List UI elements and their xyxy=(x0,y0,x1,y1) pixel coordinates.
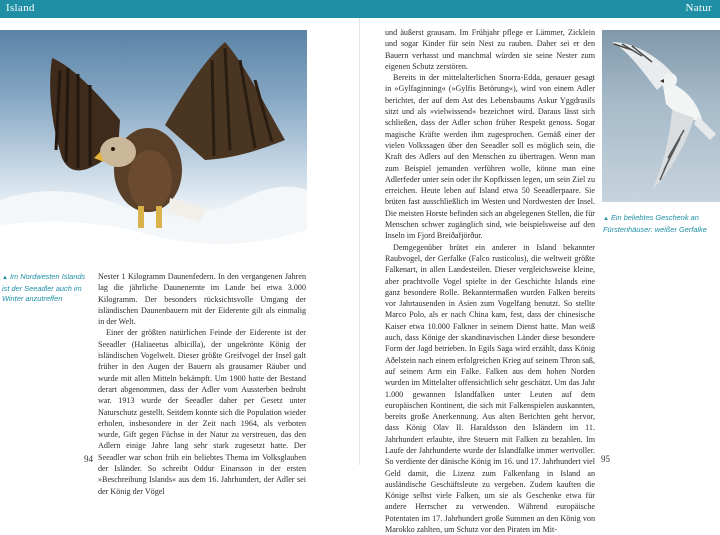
caption-pointer-icon: ▲ xyxy=(603,216,609,222)
page-number-left: 94 xyxy=(84,454,93,464)
paragraph: Einer der größten natürlichen Feinde der Eiderente ist der Seeadler (Haliaeetus albicilla), der ungekrönte König der isländischen Vogelwelt. Dieser größte Greifvogel der Insel galt früher in den Augen der Bauern als grausamer Räuber und wurde mit allen Mitteln bekämpft. Um 1900 hatte der Bestand derart abgenommen, dass der Adler vom Aussterben bedroht war. 1913 wurde der Seeadler daher per Gesetz unter Naturschutz gestellt. Seitdem konnte sich die Population wieder erholen, insbesondere in der Zeit nach 1964, als verboten wurde, Gift gegen Füchse in der Natur zu verstreuen, das den Adlern einige Jahre lang sehr stark zugesetzt hatte. Der Seeadler war schon früh ein beliebtes Thema im Volksglauben der Isländer. So schreibt Oddur Einarsson in der ersten »Beschreibung Islands« aus dem 16. Jahrhundert, der Adler sei der König der Vögel xyxy=(98,328,306,496)
paragraph: Nester 1 Kilogramm Daunenfedern. In den vergangenen Jahren lag die jährliche Daunenernte im Lande bei etwa 3.000 Kilogramm. Der besonders rücksichtsvolle Umgang der isländischen Daunenbauern mit der Eiderente gilt als einmalig in der Welt. xyxy=(98,272,306,327)
page-gutter xyxy=(359,18,360,465)
page-number-right: 95 xyxy=(601,454,610,464)
left-running-head: Island xyxy=(6,2,35,14)
paragraph: und äußerst grausam. Im Frühjahr pflege er Lämmer, Zicklein und sogar Kinder für sein Nest zu rauben. Daher sei er den Bauern verhasst und manchmal würden sie seine Nester zum eigenen Schutz zerstören. xyxy=(385,28,595,71)
caption-text: Im Nordwesten Islands ist der Seeadler auch im Winter anzutreffen xyxy=(2,272,86,303)
right-running-head: Natur xyxy=(685,2,712,14)
gyrfalcon-photo xyxy=(602,30,720,202)
paragraph: Bereits in der mittelalterlichen Snorra-Edda, genauer gesagt in »Gylfaginning« (»Gylfis Betörung«), wird von einem Adler berichtet, der auf dem Ast des Lebensbaums Askur Yggdrasils sitzt und als »vielwissend« bezeichnet wird. Daraus lässt sich schließen, dass der Adler schon früher Respekt genoss. Sogar magische Kräfte werden ihm zugesprochen. Gemäß einer der vielen Volkssagen über den Seeadler soll es möglich sein, die Kraft des Adlers auf den Menschen zu übertragen. Wenn man zum Beispiel jemanden verführen wolle, könne man eine Adlerfeder unter sein oder ihr Kopfkissen legen, um sein Ziel zu erreichen. Heute leben auf Island etwa 50 Seeadlerpaare. Sie brüten fast ausschließlich im Westen und Nordwesten der Insel. Die meisten Horste befinden sich an abgelegenen Stellen, die für Menschen schwer zugänglich sind, wie beispielsweise auf den Inseln im Fjord Breiðafjörður. xyxy=(385,73,595,241)
gyrfalcon-photo-caption xyxy=(603,213,715,235)
caption-text: Ein beliebtes Geschenk an Fürstenhäuser: weißer Gerfalke xyxy=(603,213,707,234)
paragraph: Demgegenüber brütet ein anderer in Island bekannter Raubvogel, der Gerfalke (Falco rusticolus), die weltweit größte Falkenart, in allen Landesteilen. Dieser vergleichsweise kleine, aber prachtvolle Vogel spielte in der Geschichte Islands eine ganz besondere Rolle. Bekanntermaßen wurden Falken bereits vor Jahrtausenden in Asien zum Vogelfang benutzt. So stellte Marco Polo, als er nach China kam, fest, dass der chinesische Kaiser etwa 10.000 Falkner in seinem Dienst hatte. Man weiß auch, dass Könige der skandinavischen Länder diese besondere Form der Jagd betrieben. In Egils Saga wird erzählt, dass König Aðelstein nach einem erfolgreichen Krieg auf seinem Thron saß, auf seinem Arm ein Falke. Falken aus dem hohen Norden wurden im Mittelalter offensichtlich sehr geschätzt. Um das Jahr 1.000 gewannen Islandfalken unter Leuten auf dem europäischen Kontinent, die sich mit Falkenspielen auskannten, bereits große Anerkennung. Aus alten Berichten geht hervor, dass König Olav II. Haraldsson den Isländern im 11. Jahrhundert erlaubte, ihre Steuern mit Falken zu bezahlen. Im Laufe der Jahrhunderte wurde der Islandfalke immer wertvoller. So verdiente der dänische König im 16. und 17. Jahrhundert viel Geld damit, die Lizenz zum Falkenfang in Island an ausländische Geschäftsleute zu vergeben. Zudem kauften die Könige selbst viele Falken, um sie als Geschenke etwa für andere Herrscher zu verwenden. Während europäische Potentaten im 17. Jahrhundert große Summen an den König von Marokko zahlten, um Schutz vor den Piraten im Mit- xyxy=(385,242,595,535)
sea-eagle-photo xyxy=(0,30,307,256)
caption-pointer-icon: ▲ xyxy=(2,275,8,281)
header-bar xyxy=(0,0,720,18)
left-body-text xyxy=(98,271,306,497)
eagle-photo-caption xyxy=(2,272,94,303)
right-body-text xyxy=(385,27,595,535)
